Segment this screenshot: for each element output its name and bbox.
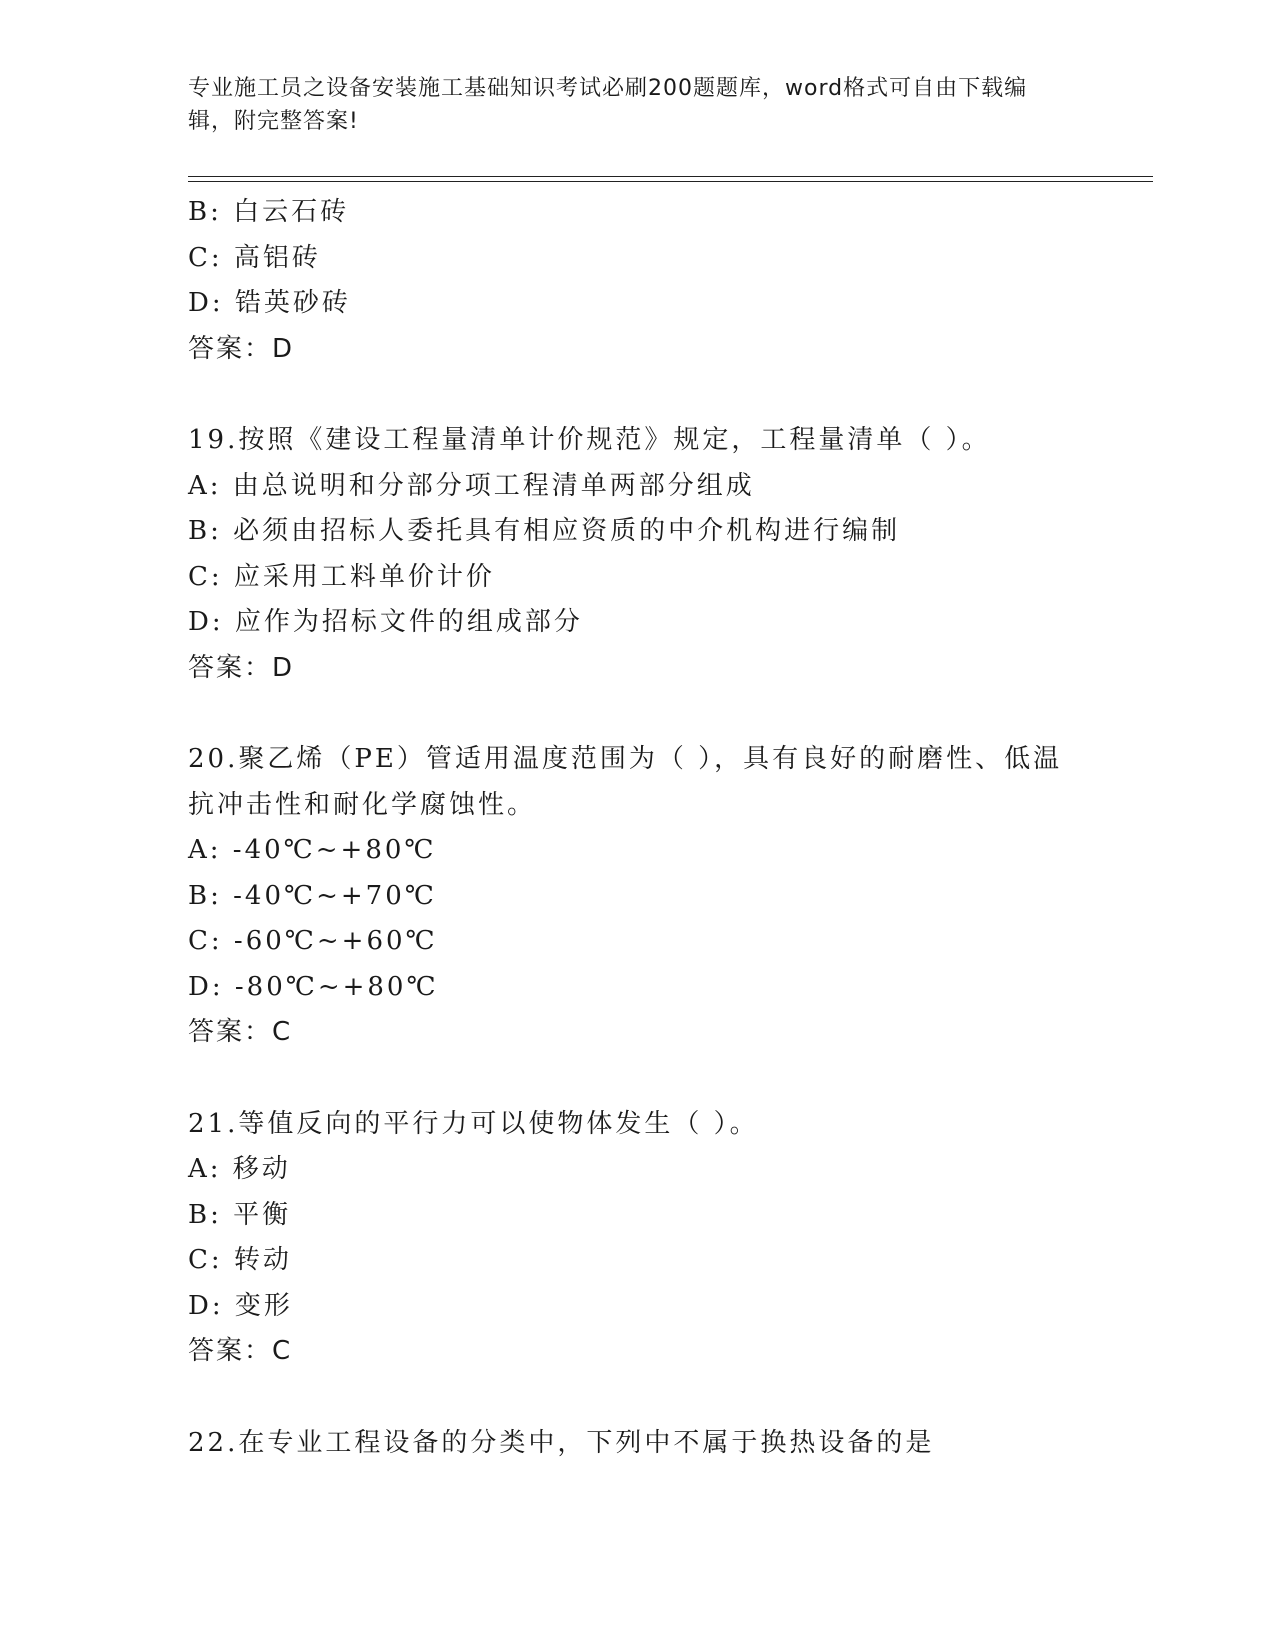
option-a: A: 移动: [188, 1154, 291, 1184]
question-stem-line-1: 20.聚乙烯（PE）管适用温度范围为（ ），具有良好的耐磨性、低温: [188, 744, 1063, 774]
option-c: C: 应采用工料单价计价: [188, 561, 495, 592]
option-c: C: 高铝砖: [188, 242, 321, 273]
option-c: C: -60℃~+60℃: [188, 926, 438, 956]
question-21: [188, 1102, 1148, 1375]
answer: 答案：D: [188, 652, 295, 683]
option-d: D: 锆英砂砖: [188, 288, 351, 318]
question-22: [188, 1421, 1148, 1467]
option-d: D: -80℃~+80℃: [188, 971, 439, 1002]
question-stem: 19.按照《建设工程量清单计价规范》规定，工程量清单（ ）。: [188, 425, 991, 455]
question-stem: 22.在专业工程设备的分类中，下列中不属于换热设备的是: [188, 1427, 935, 1458]
option-b: B: -40℃~+70℃: [188, 880, 437, 911]
question-stem-line-2: 抗冲击性和耐化学腐蚀性。: [188, 789, 537, 820]
answer: 答案：C: [188, 1336, 293, 1366]
document-page: [188, 72, 1148, 1466]
option-d: D: 变形: [188, 1290, 293, 1321]
option-d: D: 应作为招标文件的组成部分: [188, 607, 583, 637]
option-a: A: -40℃~+80℃: [188, 835, 437, 865]
option-b: B: 必须由招标人委托具有相应资质的中介机构进行编制: [188, 516, 901, 546]
document-title: 专业施工员之设备安装施工基础知识考试必刷200题题库，word格式可自由下载编辑，附完整答案!: [188, 76, 1028, 134]
answer: 答案：D: [188, 333, 295, 364]
option-a: A: 由总说明和分部分项工程清单两部分组成: [188, 470, 755, 501]
option-c: C: 转动: [188, 1245, 292, 1275]
question-20: [188, 737, 1148, 1056]
header-divider: [188, 176, 1153, 182]
answer: 答案：C: [188, 1017, 293, 1047]
option-b: B: 平衡: [188, 1199, 292, 1230]
question-18-tail: [188, 190, 1148, 372]
option-b: B: 白云石砖: [188, 197, 350, 227]
question-stem: 21.等值反向的平行力可以使物体发生（ ）。: [188, 1108, 759, 1139]
question-19: [188, 418, 1148, 691]
